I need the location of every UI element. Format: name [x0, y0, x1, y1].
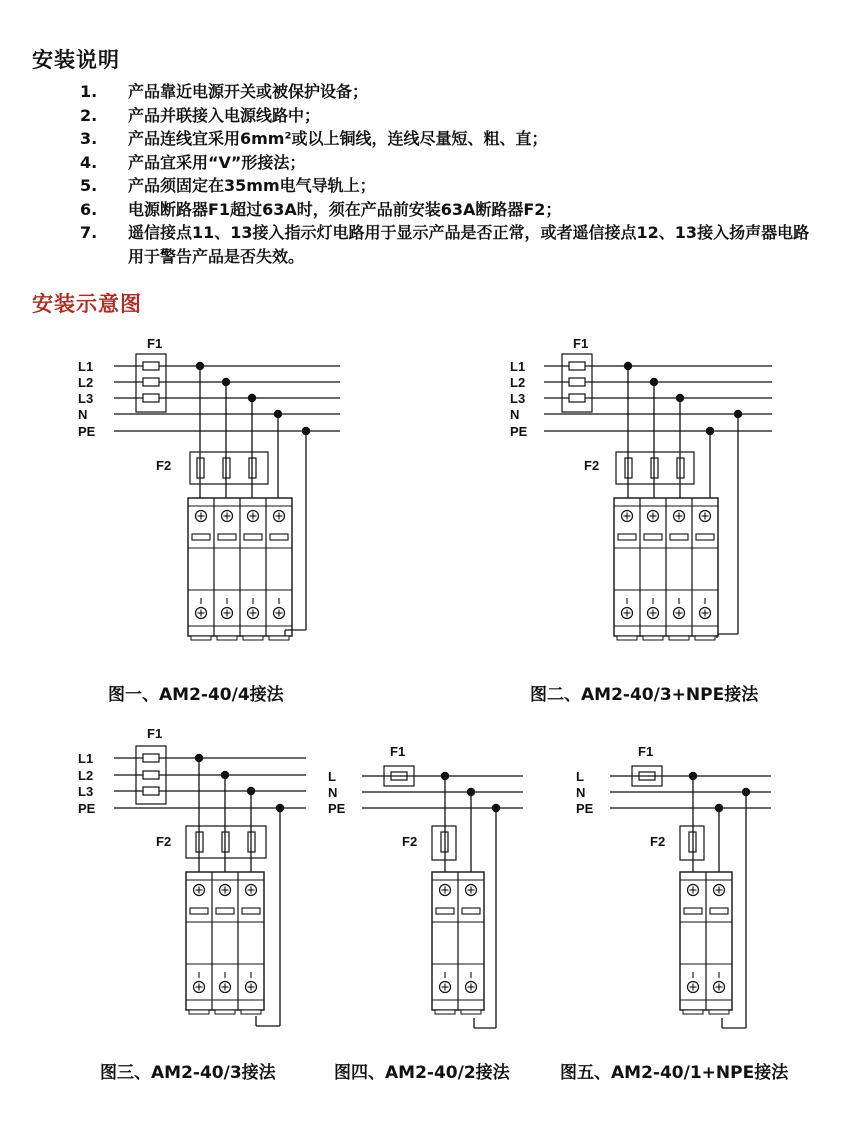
fuse-element — [143, 394, 159, 402]
fuse-element — [143, 787, 159, 795]
item-text: 产品宜采用“V”形接法； — [128, 152, 306, 172]
device-foot — [435, 1010, 455, 1014]
line-label-3: N — [78, 407, 88, 422]
f2-label: F2 — [156, 458, 172, 473]
caption-fig2: 图二、AM2-40/3+NPE接法 — [530, 685, 759, 705]
list-item — [80, 80, 820, 104]
status-window — [670, 534, 688, 540]
line-label-1: N — [328, 785, 338, 800]
device-foot — [217, 636, 237, 640]
line-label-1: L2 — [78, 768, 94, 783]
status-window — [644, 534, 662, 540]
device-foot — [709, 1010, 729, 1014]
line-label-0: L1 — [78, 751, 94, 766]
item-number: 7. — [80, 223, 98, 242]
device-foot — [643, 636, 663, 640]
caption-fig4: 图四、AM2-40/2接法 — [334, 1063, 510, 1083]
line-label-1: N — [576, 785, 586, 800]
status-window — [242, 908, 260, 914]
device-foot — [243, 636, 263, 640]
list-item — [80, 151, 820, 175]
f2-label: F2 — [584, 458, 600, 473]
device-foot — [669, 636, 689, 640]
f1-label: F1 — [638, 744, 654, 759]
f1-label: F1 — [390, 744, 406, 759]
line-label-0: L — [328, 769, 336, 784]
item-text: 产品并联接入电源线路中； — [128, 105, 321, 125]
status-window — [270, 534, 288, 540]
status-window — [244, 534, 262, 540]
item-number: 3. — [80, 129, 98, 148]
status-window — [710, 908, 728, 914]
status-window — [696, 534, 714, 540]
item-number: 4. — [80, 152, 98, 172]
fuse-element — [569, 394, 585, 402]
instructions-heading: 安装说明 — [32, 48, 120, 72]
line-label-2: L3 — [510, 391, 526, 406]
diagram-fig3 — [70, 718, 330, 1038]
item-number: 6. — [80, 199, 98, 219]
diagrams-heading: 安装示意图 — [32, 292, 142, 316]
item-text: 电源断路器F1超过63A时，须在产品前安装63A断路器F2； — [128, 199, 562, 219]
status-window — [190, 908, 208, 914]
caption-fig5: 图五、AM2-40/1+NPE接法 — [560, 1063, 789, 1083]
list-item — [80, 198, 820, 222]
line-label-0: L1 — [78, 359, 94, 374]
item-text: 产品靠近电源开关或被保护设备； — [128, 82, 369, 101]
diagram-fig1 — [70, 330, 370, 650]
list-item — [80, 174, 820, 198]
status-window — [684, 908, 702, 914]
device-foot — [189, 1010, 209, 1014]
list-item — [80, 221, 820, 268]
list-item — [80, 127, 820, 151]
line-label-4: PE — [510, 424, 528, 439]
f1-label: F1 — [147, 726, 163, 741]
item-number: 5. — [80, 176, 98, 195]
line-label-0: L — [576, 769, 584, 784]
diagram-fig4 — [318, 738, 538, 1038]
f1-label: F1 — [573, 336, 589, 351]
status-window — [618, 534, 636, 540]
f1-label: F1 — [147, 336, 163, 351]
item-number: 1. — [80, 82, 98, 101]
f2-label: F2 — [156, 834, 172, 849]
item-number: 2. — [80, 105, 98, 125]
fuse-element — [569, 378, 585, 386]
line-label-2: L3 — [78, 784, 94, 799]
device-foot — [215, 1010, 235, 1014]
device-foot — [695, 636, 715, 640]
fuse-element — [143, 378, 159, 386]
line-label-3: N — [510, 407, 520, 422]
item-text: 产品须固定在35mm电气导轨上； — [128, 176, 376, 195]
device-foot — [191, 636, 211, 640]
line-label-0: L1 — [510, 359, 526, 374]
status-window — [216, 908, 234, 914]
line-label-2: PE — [328, 801, 346, 816]
device-foot — [461, 1010, 481, 1014]
device-foot — [241, 1010, 261, 1014]
fuse-element — [569, 362, 585, 370]
line-label-4: PE — [78, 424, 96, 439]
fuse-element — [143, 754, 159, 762]
caption-fig1: 图一、AM2-40/4接法 — [108, 685, 284, 705]
f2-label: F2 — [402, 834, 418, 849]
instructions-list — [80, 80, 820, 268]
list-item — [80, 104, 820, 128]
caption-fig3: 图三、AM2-40/3接法 — [100, 1063, 276, 1083]
line-label-1: L2 — [78, 375, 94, 390]
line-label-2: L3 — [78, 391, 94, 406]
line-label-1: L2 — [510, 375, 526, 390]
item-text: 遥信接点11、13接入指示灯电路用于显示产品是否正常，或者遥信接点12、13接入扬声器电路用于警告产品是否失效。 — [128, 223, 810, 266]
status-window — [218, 534, 236, 540]
device-foot — [269, 636, 289, 640]
device-foot — [617, 636, 637, 640]
line-label-3: PE — [78, 801, 96, 816]
diagram-fig5 — [566, 738, 786, 1038]
f2-label: F2 — [650, 834, 666, 849]
status-window — [436, 908, 454, 914]
line-label-2: PE — [576, 801, 594, 816]
diagram-fig2 — [496, 330, 796, 650]
item-text: 产品连线宜采用6mm²或以上铜线，连线尽量短、粗、直； — [128, 129, 548, 148]
status-window — [462, 908, 480, 914]
device-foot — [683, 1010, 703, 1014]
fuse-element — [143, 771, 159, 779]
status-window — [192, 534, 210, 540]
fuse-element — [143, 362, 159, 370]
